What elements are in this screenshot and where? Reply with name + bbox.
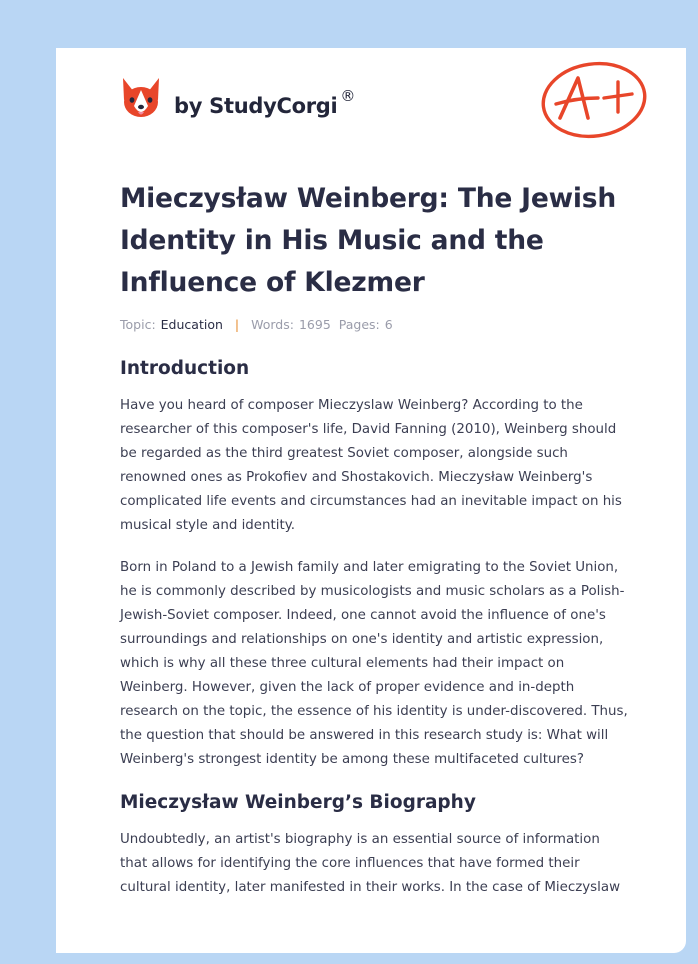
words-label: Words: [251, 317, 294, 332]
section-heading-biography: Mieczysław Weinberg’s Biography [120, 792, 476, 813]
document-page [56, 48, 686, 953]
a-plus-grade-icon [538, 58, 650, 142]
logo-text: by StudyCorgi ® [174, 87, 356, 118]
article-title: Mieczysław Weinberg: The Jewish Identity in His Music and the Influence of Klezmer [120, 183, 617, 298]
article [120, 178, 630, 900]
article-meta [120, 317, 630, 332]
section-heading-introduction: Introduction [120, 358, 250, 379]
meta-separator: | [234, 317, 240, 332]
topic-label: Topic: [120, 317, 156, 332]
pages-label: Pages: [338, 317, 380, 332]
topic-value[interactable]: Education [160, 317, 223, 332]
paragraph: Born in Poland to a Jewish family and later emigrating to the Soviet Union, he is commonly described by musicologists and music scholars as a Polish-Jewish-Soviet composer. Indeed, one cannot avoid the influence of one's surroundings and relationships on one's identity and artistic expression, which is why all these three cultural elements had their impact on Weinberg. However, given the lack of proper evidence and in-depth research on the topic, the essence of his identity is under-discovered. Thus, the question that should be answered in this research study is: What will Weinberg's strongest identity be among these multifaceted cultures? [120, 560, 628, 767]
registered-mark: ® [340, 87, 356, 105]
paragraph: Have you heard of composer Mieczyslaw Weinberg? According to the researcher of this composer's life, David Fanning (2010), Weinberg should be regarded as the third greatest Soviet composer, alongside such renowned ones as Prokofiev and Shostakovich. Mieczysław Weinberg's complicated life events and circumstances had an inevitable impact on his musical style and identity. [120, 398, 622, 533]
words-value: 1695 [298, 317, 331, 332]
studycorgi-logo[interactable] [120, 76, 355, 120]
pages-value: 6 [384, 317, 393, 332]
corgi-icon [120, 76, 162, 120]
document-header [56, 48, 686, 168]
paragraph: Undoubtedly, an artist's biography is an essential source of information that allows for identifying the core influences that have formed their cultural identity, later manifested in their works. In the case of Mieczyslaw [120, 832, 621, 895]
